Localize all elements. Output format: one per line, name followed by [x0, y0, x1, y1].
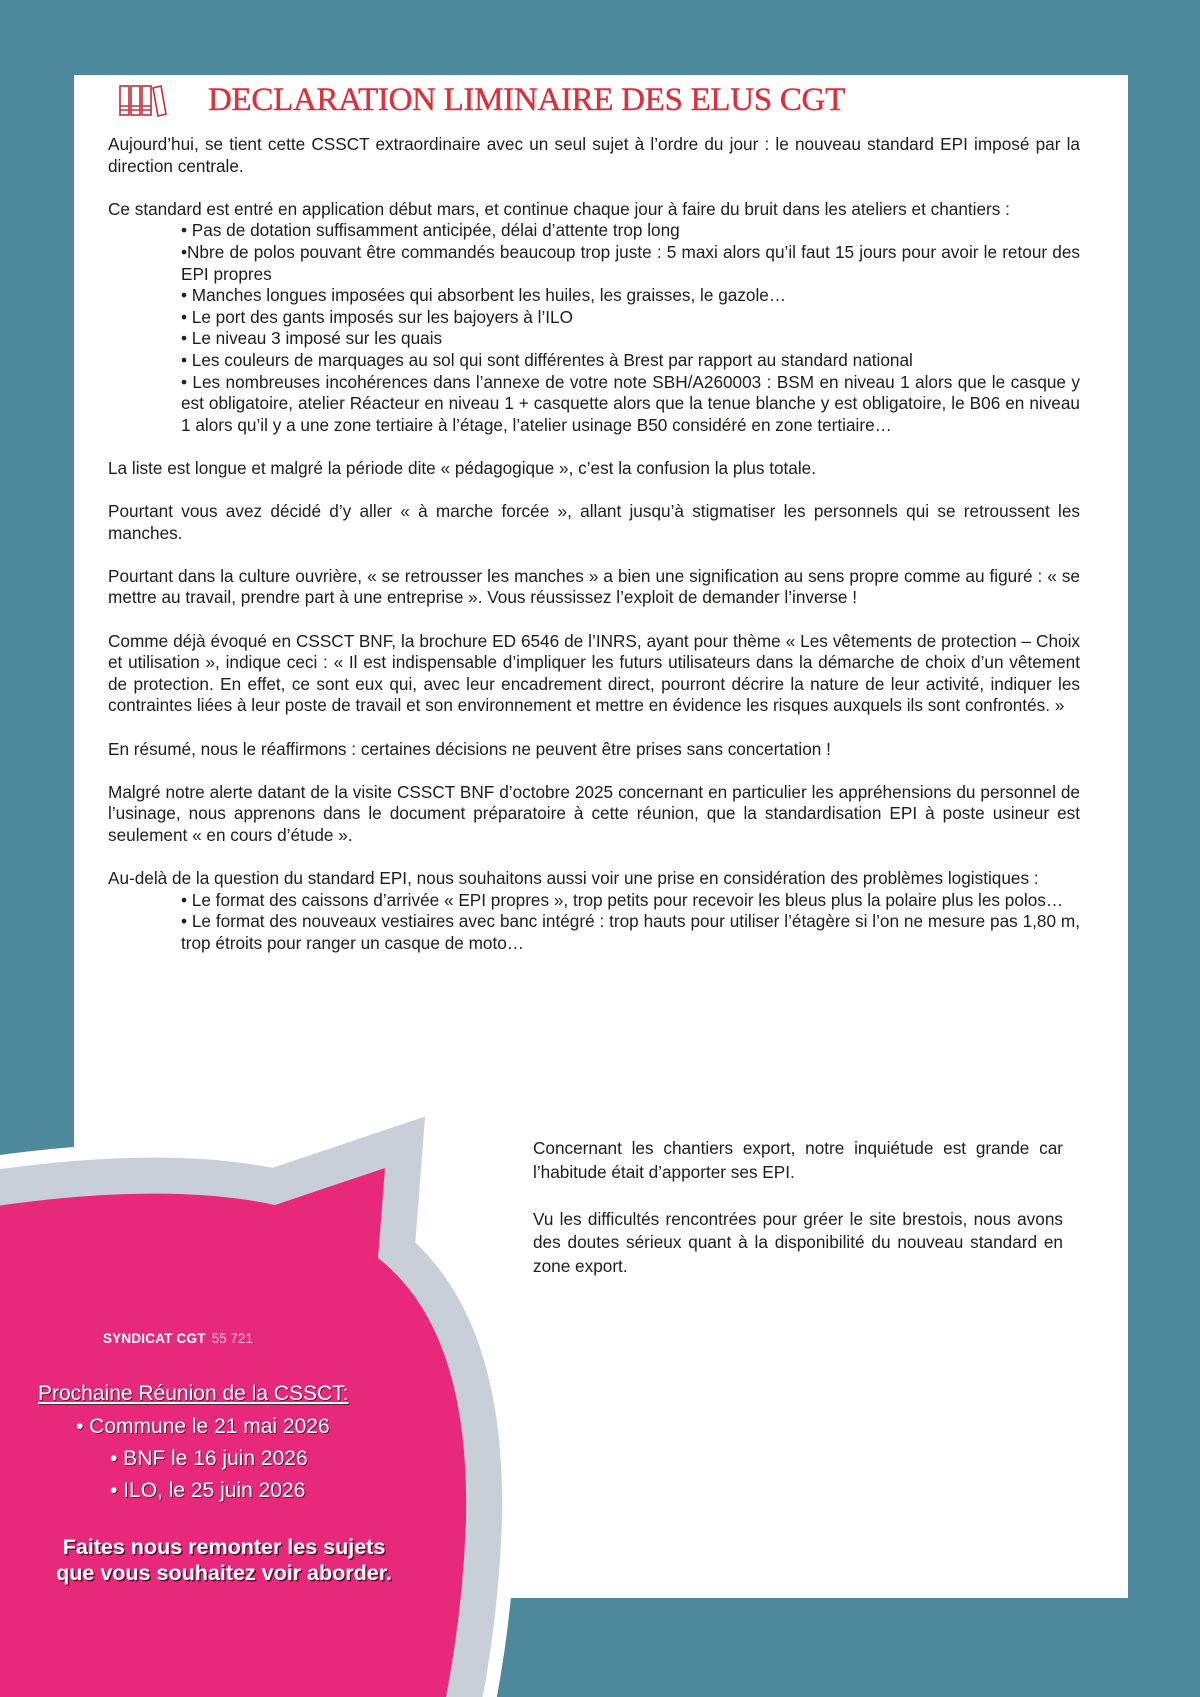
union-label	[103, 1331, 253, 1346]
meeting-item: • ILO, le 25 juin 2026	[110, 1479, 306, 1502]
meeting-item: • BNF le 16 juin 2026	[110, 1447, 308, 1470]
paragraph: Pourtant dans la culture ouvrière, « se retrousser les manches » a bien une signification au sens propre comme au figuré : « se mettre au travail, prendre part à une entreprise ». Vous réussissez l’exploit de demander l’inverse !	[108, 565, 1080, 608]
list-item: • Les nombreuses incohérences dans l’annexe de votre note SBH/A260003 : BSM en niveau 1 alors que le casque y est obligatoire, atelier Réacteur en niveau 1 + casquette alors que la tenue blanche y est obligatoire, le B06 en niveau 1 alors qu’il y a une zone tertiaire à l’étage, l’atelier usinage B50 considéré en zone tertiaire…	[181, 371, 1080, 435]
paragraph: Malgré notre alerte datant de la visite CSSCT BNF d’octobre 2025 concernant en particulier les appréhensions du personnel de l’usinage, nous apprenons dans le document préparatoire à cette réunion, que la standardisation EPI à poste usineur est seulement « en cours d’étude ».	[108, 781, 1080, 845]
paragraph: Vu les difficultés rencontrées pour gréer le site brestois, nous avons des doutes sérieux quant à la disponibilité du nouveau standard en zone export.	[533, 1208, 1063, 1276]
paragraph: Ce standard est entré en application début mars, et continue chaque jour à faire du bruit dans les ateliers et chantiers :	[108, 198, 1010, 219]
list-item: • Le format des nouveaux vestiaires avec banc intégré : trop hauts pour utiliser l’étagère si l’on ne mesure pas 1,80 m, trop étroits pour ranger un casque de moto…	[181, 911, 1080, 953]
list-item: • Les couleurs de marquages au sol qui sont différentes à Brest par rapport au standard national	[181, 349, 913, 370]
list-item: • Le format des caissons d’arrivée « EPI propres », trop petits pour recevoir les bleus plus la polaire plus les polos…	[181, 889, 1064, 910]
paragraph: Pourtant vous avez décidé d’y aller « à marche forcée », allant jusqu’à stigmatiser les personnels qui se retroussent les manches.	[108, 501, 1080, 543]
paragraph: Concernant les chantiers export, notre inquiétude est grande car l’habitude était d’apporter ses EPI.	[533, 1138, 1063, 1182]
paragraph: Aujourd’hui, se tient cette CSSCT extraordinaire avec un seul sujet à l’ordre du jour : le nouveau standard EPI imposé par la direction centrale.	[108, 134, 1080, 176]
paragraph: En résumé, nous le réaffirmons : certaines décisions ne peuvent être prises sans concertation !	[108, 738, 831, 759]
paragraph: Comme déjà évoqué en CSSCT BNF, la brochure ED 6546 de l’INRS, ayant pour thème « Les vêtements de protection – Choix et utilisation », indique ceci : « Il est indispensable d’impliquer les futurs utilisateurs dans la démarche de choix d’un vêtement de protection. En effet, ce sont eux qui, avec leur encadrement direct, pourront décrire la nature de leur activité, indiquer les contraintes liées à leur poste de travail et son environnement et mettre en évidence les risques auxquels ils sont confrontés. »	[108, 630, 1080, 716]
list-item: • Manches longues imposées qui absorbent les huiles, les graisses, le gazole…	[181, 285, 787, 306]
page-title: DECLARATION LIMINAIRE DES ELUS CGT	[208, 82, 845, 118]
meeting-item: • Commune le 21 mai 2026	[76, 1415, 330, 1438]
call-line: que vous souhaitez voir aborder.	[56, 1561, 392, 1585]
list-item: • Le port des gants imposés sur les bajoyers à l’ILO	[181, 306, 573, 327]
list-item: • Le niveau 3 imposé sur les quais	[181, 328, 443, 349]
next-meetings-heading: Prochaine Réunion de la CSSCT:	[38, 1382, 349, 1405]
paragraph: La liste est longue et malgré la période dite « pédagogique », c’est la confusion la plus totale.	[108, 457, 817, 478]
union-number: 55 721	[211, 1331, 253, 1346]
union-name: SYNDICAT CGT	[103, 1331, 206, 1346]
list-item: •Nbre de polos pouvant être commandés beaucoup trop juste : 5 maxi alors qu’il faut 15 jours pour avoir le retour des EPI propres	[181, 241, 1080, 284]
paragraph: Au-delà de la question du standard EPI, nous souhaitons aussi voir une prise en considération des problèmes logistiques :	[108, 868, 1039, 889]
list-item: • Pas de dotation suffisamment anticipée, délai d’attente trop long	[181, 220, 680, 241]
call-to-action	[0, 1534, 448, 1586]
call-line: Faites nous remonter les sujets	[62, 1535, 386, 1559]
